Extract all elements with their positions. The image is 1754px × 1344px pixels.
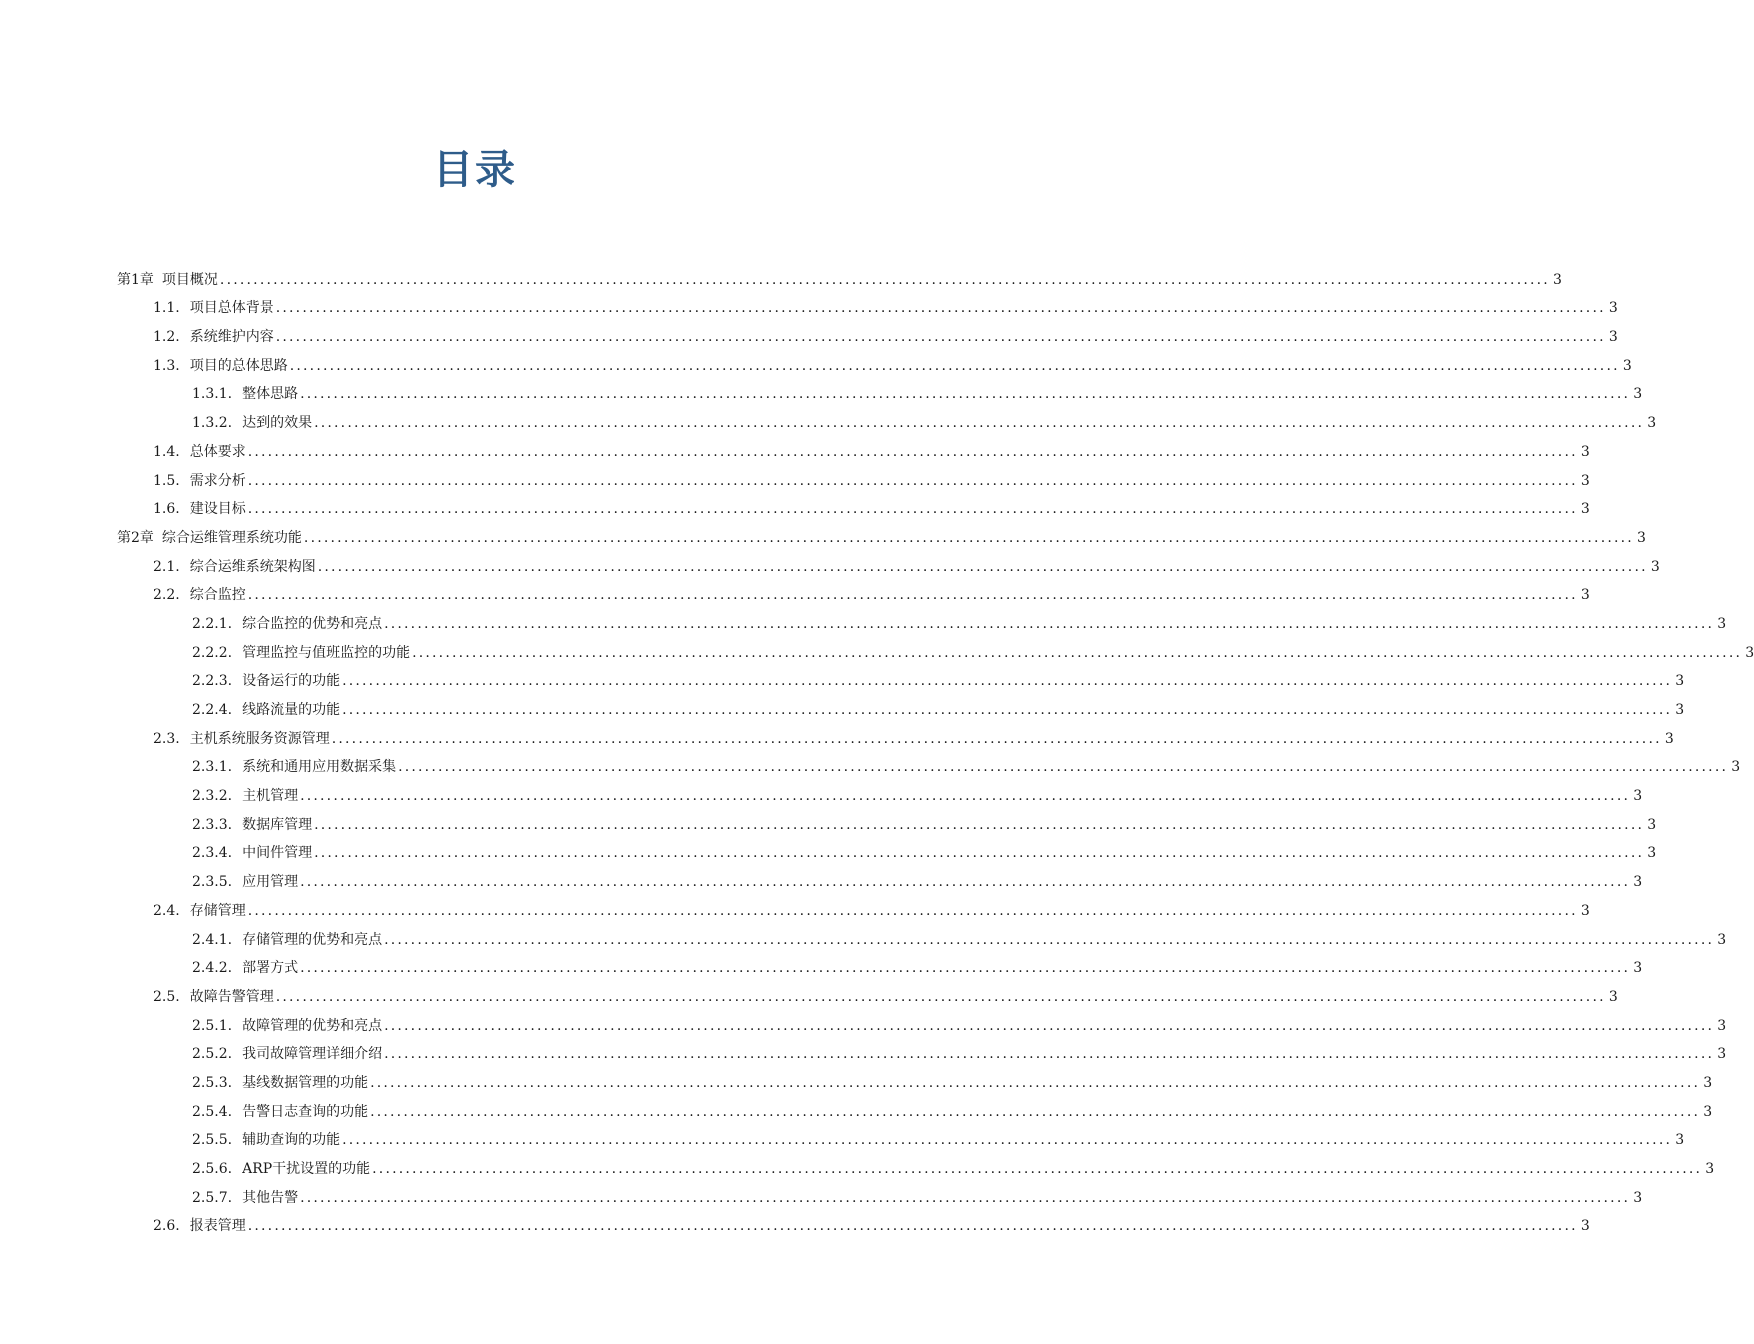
- toc-entry-number: 1.3.: [153, 357, 180, 374]
- toc-entry[interactable]: [117, 1063, 1713, 1092]
- toc-entry-page-number: 3: [1650, 558, 1660, 575]
- toc-entry[interactable]: [117, 375, 1643, 404]
- toc-entry-number: 第2章: [117, 529, 154, 546]
- toc-entry-title: 设备运行的功能: [242, 673, 341, 690]
- toc-entry-number: 2.2.: [153, 587, 180, 604]
- toc-entry-page-number: 3: [1675, 673, 1685, 690]
- toc-entry-number: 2.5.: [153, 988, 180, 1005]
- toc-entry[interactable]: [117, 346, 1632, 375]
- toc-dot-leader: ........................................................................................................................................................................................................: [300, 788, 1631, 805]
- toc-entry[interactable]: [117, 1092, 1713, 1121]
- toc-entry-page-number: 3: [1705, 1161, 1715, 1177]
- toc-entry[interactable]: [117, 1178, 1643, 1207]
- toc-entry-title: 管理监控与值班监控的功能: [242, 644, 411, 661]
- toc-entry-title: 建设目标: [189, 501, 246, 518]
- toc-entry-title: ARP干扰设置的功能: [242, 1161, 371, 1177]
- toc-entry-page-number: 3: [1633, 960, 1643, 977]
- toc-entry[interactable]: [117, 289, 1618, 318]
- toc-entry[interactable]: [117, 1006, 1727, 1035]
- toc-entry-title: 我司故障管理详细介绍: [242, 1046, 383, 1063]
- toc-entry-number: 第1章: [117, 271, 154, 288]
- toc-entry-number: 2.4.1.: [192, 931, 233, 948]
- toc-dot-leader: ........................................................................................................................................................................................................: [372, 1161, 1703, 1177]
- toc-dot-leader: ........................................................................................................................................................................................................: [398, 759, 1729, 776]
- toc-dot-leader: ........................................................................................................................................................................................................: [384, 931, 1715, 948]
- toc-entry-title: 整体思路: [242, 386, 299, 403]
- toc-dot-leader: ........................................................................................................................................................................................................: [303, 529, 1634, 546]
- toc-entry-title: 部署方式: [242, 960, 299, 977]
- toc-entry[interactable]: [117, 1035, 1727, 1064]
- toc-entry-page-number: 3: [1675, 702, 1685, 718]
- toc-entry-title: 项目总体背景: [189, 300, 274, 317]
- toc-entry-page-number: 3: [1647, 816, 1657, 833]
- toc-entry[interactable]: [117, 1207, 1590, 1236]
- toc-entry-number: 2.5.1.: [192, 1017, 233, 1034]
- toc-entry[interactable]: [117, 977, 1618, 1006]
- toc-dot-leader: ........................................................................................................................................................................................................: [300, 1189, 1631, 1206]
- toc-entry[interactable]: [117, 862, 1643, 891]
- toc-dot-leader: ........................................................................................................................................................................................................: [300, 386, 1631, 403]
- toc-entry-number: 2.5.2.: [192, 1046, 233, 1063]
- toc-dot-leader: ........................................................................................................................................................................................................: [314, 816, 1645, 833]
- toc-entry-title: 报表管理: [189, 1218, 246, 1235]
- toc-entry-title: 数据库管理: [242, 816, 313, 833]
- toc-dot-leader: ........................................................................................................................................................................................................: [314, 415, 1645, 432]
- toc-entry-page-number: 3: [1717, 931, 1727, 948]
- toc-entry-number: 2.3.4.: [192, 845, 233, 862]
- toc-entry-title: 综合运维系统架构图: [189, 558, 316, 575]
- toc-entry-title: 基线数据管理的功能: [242, 1074, 369, 1091]
- toc-entry-title: 综合监控的优势和亮点: [242, 615, 383, 632]
- toc-entry[interactable]: [117, 403, 1657, 432]
- toc-entry-number: 2.4.: [153, 902, 180, 919]
- toc-entry-title: 系统和通用应用数据采集: [242, 759, 397, 776]
- toc-entry-number: 2.1.: [153, 558, 180, 575]
- toc-entry-page-number: 3: [1633, 788, 1643, 805]
- toc-entry[interactable]: [117, 949, 1643, 978]
- toc-dot-leader: ........................................................................................................................................................................................................: [247, 501, 1578, 518]
- toc-entry[interactable]: [117, 260, 1562, 289]
- toc-entry-page-number: 3: [1703, 1103, 1713, 1120]
- toc-entry-page-number: 3: [1717, 1017, 1727, 1034]
- toc-entry-page-number: 3: [1580, 1218, 1590, 1235]
- toc-entry[interactable]: [117, 719, 1674, 748]
- toc-entry-page-number: 3: [1580, 587, 1590, 604]
- toc-entry-page-number: 3: [1622, 357, 1632, 374]
- toc-entry[interactable]: [117, 920, 1727, 949]
- toc-entry-number: 2.3.5.: [192, 874, 233, 891]
- toc-dot-leader: ........................................................................................................................................................................................................: [247, 443, 1578, 460]
- toc-entry-number: 1.3.1.: [192, 386, 233, 403]
- toc-dot-leader: ........................................................................................................................................................................................................: [300, 874, 1631, 891]
- toc-dot-leader: ........................................................................................................................................................................................................: [342, 673, 1673, 690]
- toc-entry-page-number: 3: [1580, 472, 1590, 489]
- toc-entry-title: 存储管理的优势和亮点: [242, 931, 383, 948]
- toc-entry-page-number: 3: [1580, 443, 1590, 460]
- toc-entry-page-number: 3: [1633, 874, 1643, 891]
- toc-dot-leader: ........................................................................................................................................................................................................: [219, 271, 1550, 288]
- toc-entry-title: 项目概况: [161, 271, 218, 288]
- toc-dot-leader: ........................................................................................................................................................................................................: [275, 300, 1606, 317]
- toc-dot-leader: ........................................................................................................................................................................................................: [300, 960, 1631, 977]
- page-title: 目录: [433, 147, 517, 193]
- toc-entry-number: 2.4.2.: [192, 960, 233, 977]
- toc-entry-page-number: 3: [1633, 386, 1643, 403]
- toc-entry-page-number: 3: [1553, 271, 1562, 288]
- toc-entry-page-number: 3: [1647, 845, 1657, 862]
- toc-entry[interactable]: [117, 834, 1657, 863]
- toc-entry-page-number: 3: [1664, 730, 1674, 747]
- toc-entry-number: 2.3.2.: [192, 788, 233, 805]
- toc-dot-leader: ........................................................................................................................................................................................................: [384, 1017, 1715, 1034]
- toc-entry-title: 主机系统服务资源管理: [189, 730, 330, 747]
- toc-entry-number: 2.2.2.: [192, 644, 233, 661]
- toc-entry-title: 应用管理: [242, 874, 299, 891]
- toc-entry-number: 2.2.3.: [192, 673, 233, 690]
- toc-entry-title: 综合运维管理系统功能: [161, 529, 302, 546]
- toc-entry[interactable]: [117, 662, 1685, 691]
- toc-entry-number: 2.3.1.: [192, 759, 233, 776]
- toc-entry-page-number: 3: [1647, 415, 1657, 432]
- toc-dot-leader: ........................................................................................................................................................................................................: [331, 730, 1662, 747]
- toc-entry-number: 2.3.: [153, 730, 180, 747]
- toc-entry-page-number: 3: [1608, 988, 1618, 1005]
- toc-entry-title: 需求分析: [189, 472, 246, 489]
- toc-entry[interactable]: [117, 317, 1618, 346]
- toc-entry[interactable]: [117, 805, 1657, 834]
- toc-entry-page-number: 3: [1580, 902, 1590, 919]
- toc-entry-number: 2.2.1.: [192, 615, 233, 632]
- toc-entry-number: 2.6.: [153, 1218, 180, 1235]
- toc-entry-number: 2.5.6.: [192, 1161, 233, 1177]
- toc-entry-number: 1.1.: [153, 300, 180, 317]
- toc-entry[interactable]: [117, 490, 1590, 519]
- toc-entry-title: 综合监控: [189, 587, 246, 604]
- toc-entry-page-number: 3: [1675, 1132, 1685, 1149]
- toc-entry[interactable]: [117, 1121, 1685, 1150]
- toc-entry-number: 1.6.: [153, 501, 180, 518]
- toc-dot-leader: ........................................................................................................................................................................................................: [247, 1218, 1578, 1235]
- toc-entry-number: 2.5.3.: [192, 1074, 233, 1091]
- toc-entry[interactable]: [117, 432, 1590, 461]
- toc-entry-title: 项目的总体思路: [189, 357, 288, 374]
- toc-entry-page-number: 3: [1608, 300, 1618, 317]
- toc-entry-page-number: 3: [1717, 1046, 1727, 1063]
- toc-entry-number: 2.5.5.: [192, 1132, 233, 1149]
- toc-dot-leader: ........................................................................................................................................................................................................: [384, 615, 1715, 632]
- toc-dot-leader: ........................................................................................................................................................................................................: [314, 845, 1645, 862]
- toc-entry[interactable]: [117, 891, 1590, 920]
- toc-entry-title: 中间件管理: [242, 845, 313, 862]
- toc-entry-title: 存储管理: [189, 902, 246, 919]
- toc-entry-title: 告警日志查询的功能: [242, 1103, 369, 1120]
- toc-entry-title: 系统维护内容: [189, 329, 274, 346]
- toc-entry[interactable]: [117, 604, 1727, 633]
- toc-dot-leader: ........................................................................................................................................................................................................: [275, 329, 1606, 346]
- toc-entry-page-number: 3: [1637, 529, 1646, 546]
- toc-entry[interactable]: [117, 633, 1754, 662]
- toc-dot-leader: ........................................................................................................................................................................................................: [370, 1103, 1701, 1120]
- toc-entry-title: 主机管理: [242, 788, 299, 805]
- toc-entry-number: 1.2.: [153, 329, 180, 346]
- toc-entry-title: 其他告警: [242, 1189, 299, 1206]
- toc-entry[interactable]: [117, 461, 1590, 490]
- toc-entry-number: 2.5.4.: [192, 1103, 233, 1120]
- toc-entry-number: 1.4.: [153, 443, 180, 460]
- toc-entry-number: 2.5.7.: [192, 1189, 233, 1206]
- toc-dot-leader: ........................................................................................................................................................................................................: [275, 988, 1606, 1005]
- toc-entry-page-number: 3: [1731, 759, 1741, 776]
- toc-entry[interactable]: [117, 576, 1590, 605]
- toc-dot-leader: ........................................................................................................................................................................................................: [342, 1132, 1673, 1149]
- toc-dot-leader: ........................................................................................................................................................................................................: [412, 644, 1743, 661]
- toc-entry-page-number: 3: [1745, 644, 1754, 661]
- toc-entry-number: 2.2.4.: [192, 702, 233, 718]
- toc-entry-title: 达到的效果: [242, 415, 313, 432]
- toc-dot-leader: ........................................................................................................................................................................................................: [247, 902, 1578, 919]
- toc-entry[interactable]: [117, 690, 1685, 719]
- toc-entry[interactable]: [117, 518, 1646, 547]
- toc-entry-number: 2.3.3.: [192, 816, 233, 833]
- toc-dot-leader: ........................................................................................................................................................................................................: [247, 587, 1578, 604]
- toc-entry[interactable]: [117, 1149, 1715, 1178]
- toc-dot-leader: ........................................................................................................................................................................................................: [289, 357, 1620, 374]
- toc-entry-title: 故障管理的优势和亮点: [242, 1017, 383, 1034]
- toc-entry[interactable]: [117, 547, 1660, 576]
- toc-entry-title: 故障告警管理: [189, 988, 274, 1005]
- toc-entry-page-number: 3: [1717, 615, 1727, 632]
- toc-entry[interactable]: [117, 776, 1643, 805]
- toc-dot-leader: ........................................................................................................................................................................................................: [247, 472, 1578, 489]
- toc-dot-leader: ........................................................................................................................................................................................................: [342, 702, 1673, 718]
- toc-entry-page-number: 3: [1633, 1189, 1643, 1206]
- toc-entry-number: 1.5.: [153, 472, 180, 489]
- toc-entry-title: 总体要求: [189, 443, 246, 460]
- toc-dot-leader: ........................................................................................................................................................................................................: [384, 1046, 1715, 1063]
- toc-dot-leader: ........................................................................................................................................................................................................: [317, 558, 1648, 575]
- toc-entry-title: 辅助查询的功能: [242, 1132, 341, 1149]
- toc-dot-leader: ........................................................................................................................................................................................................: [370, 1074, 1701, 1091]
- toc-entry-title: 线路流量的功能: [242, 702, 341, 718]
- toc-entry-number: 1.3.2.: [192, 415, 233, 432]
- toc-entry[interactable]: [117, 748, 1741, 777]
- toc-entry-page-number: 3: [1608, 329, 1618, 346]
- toc-list: [117, 260, 1754, 1235]
- toc-entry-page-number: 3: [1580, 501, 1590, 518]
- toc-entry-page-number: 3: [1703, 1074, 1713, 1091]
